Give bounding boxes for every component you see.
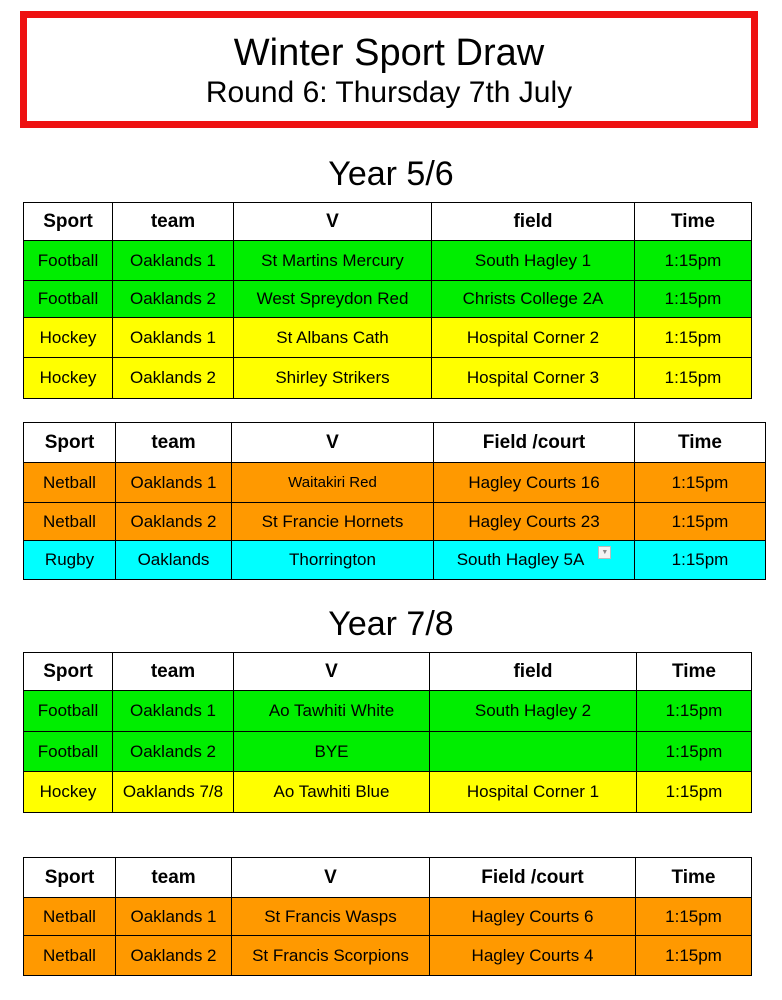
column-header-opponent: V: [232, 423, 434, 463]
cell-sport: Football: [24, 691, 113, 732]
cell-time: 1:15pm: [636, 936, 752, 976]
cell-opponent: St Martins Mercury: [234, 241, 432, 281]
column-header-sport: Sport: [24, 653, 113, 691]
column-header-field: Field /court: [434, 423, 635, 463]
cell-sport: Netball: [24, 936, 116, 976]
table-row: [24, 691, 752, 732]
cell-time: 1:15pm: [635, 241, 752, 281]
cell-time: 1:15pm: [635, 503, 766, 541]
table-header-row: [24, 653, 752, 691]
column-header-team: team: [116, 423, 232, 463]
column-header-team: team: [116, 858, 232, 898]
cell-team: Oaklands 2: [113, 281, 234, 318]
draw-table-year-7-8-field: [23, 652, 752, 813]
cell-sport: Netball: [24, 463, 116, 503]
column-header-sport: Sport: [24, 203, 113, 241]
section-heading-year-5-6: Year 5/6: [328, 155, 454, 193]
cell-opponent: Ao Tawhiti White: [234, 691, 430, 732]
page-subtitle: Round 6: Thursday 7th July: [205, 76, 573, 109]
cell-sport: Football: [24, 732, 113, 772]
cell-opponent: Shirley Strikers: [234, 358, 432, 399]
table-row: [24, 318, 752, 358]
table-row: [24, 898, 752, 936]
cell-time: 1:15pm: [635, 281, 752, 318]
cell-team: Oaklands 1: [113, 241, 234, 281]
cell-field: Hospital Corner 3: [432, 358, 635, 399]
cell-opponent: West Spreydon Red: [234, 281, 432, 318]
cell-sport: Hockey: [24, 772, 113, 813]
table-row: [24, 772, 752, 813]
cell-time: 1:15pm: [635, 463, 766, 503]
cell-field: Hospital Corner 2: [432, 318, 635, 358]
draw-table-year-7-8-court: [23, 857, 752, 976]
column-header-time: Time: [636, 858, 752, 898]
cell-field: [430, 732, 637, 772]
title-box: [20, 11, 758, 128]
column-header-field: field: [430, 653, 637, 691]
cell-sport: Hockey: [24, 318, 113, 358]
table-row: [24, 541, 766, 580]
cell-team: Oaklands 7/8: [113, 772, 234, 813]
table-row: [24, 503, 766, 541]
table-header-row: [24, 423, 766, 463]
cell-sport: Hockey: [24, 358, 113, 399]
cell-field: Christs College 2A: [432, 281, 635, 318]
table-row: [24, 732, 752, 772]
cell-time: 1:15pm: [635, 318, 752, 358]
column-header-time: Time: [637, 653, 752, 691]
cell-sport: Netball: [24, 503, 116, 541]
cell-field: South Hagley 2: [430, 691, 637, 732]
cell-field: Hospital Corner 1: [430, 772, 637, 813]
draw-table-year-5-6-court: [23, 422, 766, 580]
column-header-time: Time: [635, 203, 752, 241]
table-row: [24, 241, 752, 281]
cell-field: Hagley Courts 6: [430, 898, 636, 936]
cell-opponent: Waitakiri Red: [232, 463, 434, 503]
draw-table-year-5-6-field: [23, 202, 752, 399]
cell-team: Oaklands 2: [113, 732, 234, 772]
column-header-opponent: V: [234, 653, 430, 691]
cell-team: Oaklands 1: [116, 898, 232, 936]
cell-team: Oaklands 1: [116, 463, 232, 503]
cell-field: Hagley Courts 23: [434, 503, 635, 541]
column-header-sport: Sport: [24, 858, 116, 898]
table-header-row: [24, 203, 752, 241]
cell-field: Hagley Courts 4: [430, 936, 636, 976]
cell-time: 1:15pm: [637, 772, 752, 813]
cell-sport: Netball: [24, 898, 116, 936]
cell-field: Hagley Courts 16: [434, 463, 635, 503]
cell-team: Oaklands 1: [113, 691, 234, 732]
cell-opponent: St Francie Hornets: [232, 503, 434, 541]
cell-field-text: South Hagley 5A: [456, 550, 585, 569]
cell-sport: Rugby: [24, 541, 116, 580]
column-header-time: Time: [635, 423, 766, 463]
column-header-sport: Sport: [24, 423, 116, 463]
cell-team: Oaklands 2: [113, 358, 234, 399]
page-title: Winter Sport Draw: [233, 32, 545, 74]
column-header-field: Field /court: [430, 858, 636, 898]
column-header-team: team: [113, 203, 234, 241]
table-row: [24, 463, 766, 503]
column-header-opponent: V: [232, 858, 430, 898]
column-header-field: field: [432, 203, 635, 241]
cell-opponent: BYE: [234, 732, 430, 772]
cell-field: South Hagley 1: [432, 241, 635, 281]
cell-team: Oaklands 1: [113, 318, 234, 358]
section-heading-year-7-8: Year 7/8: [328, 605, 454, 643]
column-header-team: team: [113, 653, 234, 691]
column-header-opponent: V: [234, 203, 432, 241]
dropdown-arrow-icon[interactable]: ▼: [598, 546, 611, 559]
cell-time: 1:15pm: [635, 358, 752, 399]
table-row: [24, 281, 752, 318]
cell-opponent: Thorrington: [232, 541, 434, 580]
cell-sport: Football: [24, 281, 113, 318]
cell-time: 1:15pm: [637, 691, 752, 732]
cell-opponent: St Albans Cath: [234, 318, 432, 358]
cell-time: 1:15pm: [635, 541, 766, 580]
cell-time: 1:15pm: [636, 898, 752, 936]
cell-field: [434, 541, 635, 580]
cell-team: Oaklands: [116, 541, 232, 580]
cell-team: Oaklands 2: [116, 936, 232, 976]
cell-sport: Football: [24, 241, 113, 281]
cell-opponent: St Francis Wasps: [232, 898, 430, 936]
table-row: [24, 358, 752, 399]
cell-time: 1:15pm: [637, 732, 752, 772]
cell-opponent: St Francis Scorpions: [232, 936, 430, 976]
cell-team: Oaklands 2: [116, 503, 232, 541]
cell-opponent: Ao Tawhiti Blue: [234, 772, 430, 813]
table-row: [24, 936, 752, 976]
table-header-row: [24, 858, 752, 898]
